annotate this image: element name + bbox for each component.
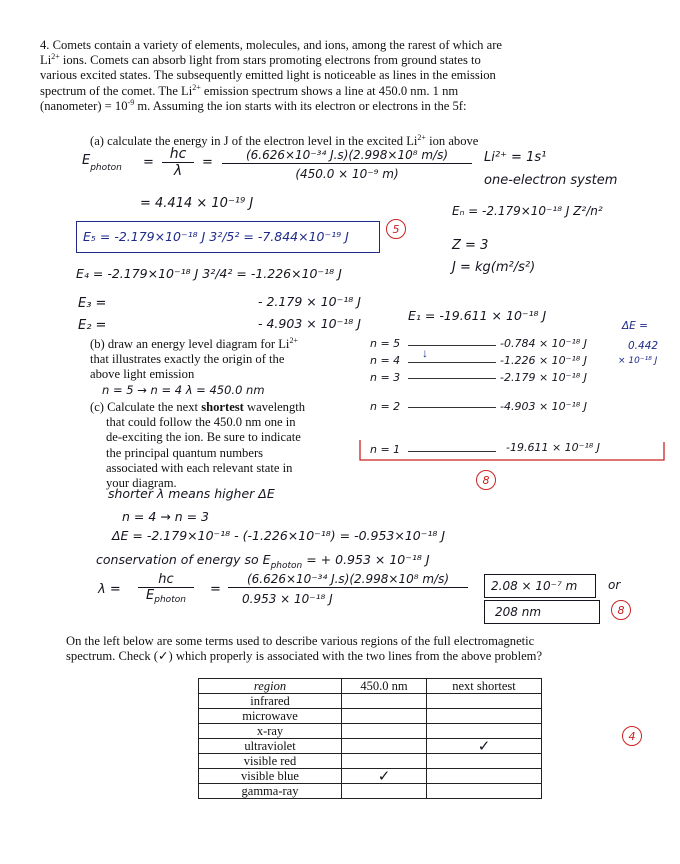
score-a-circle: 5: [386, 219, 406, 239]
score-c-circle: 8: [611, 600, 631, 620]
table-row: [199, 784, 542, 799]
part-c-prompt: [90, 400, 362, 491]
section2-prompt: [66, 634, 666, 664]
table-row: [199, 754, 542, 769]
table-row: [199, 724, 542, 739]
z-value: Z = 3: [452, 238, 489, 253]
level-n4-label: n = 4: [370, 354, 401, 367]
part-a-prompt: (a) calculate the energy in J of the electron level in the excited $Li^{2+}$ ion above: [90, 132, 479, 148]
equals-1: =: [143, 155, 154, 170]
check-next-cell[interactable]: [427, 694, 542, 709]
transition-4-3: n = 4 → n = 3: [122, 509, 210, 524]
hc-over-lambda: hc λ: [162, 146, 194, 179]
region-cell: ultraviolet: [199, 739, 342, 754]
joule-units: J = kg(m²/s²): [452, 260, 536, 275]
e3-value: - 2.179 × 10⁻¹⁸ J: [258, 294, 361, 309]
check-next-cell[interactable]: [427, 754, 542, 769]
lambda-eq: λ =: [98, 582, 121, 597]
part-c-line-2: that could follow the 450.0 nm one in: [106, 415, 296, 430]
header-region: region: [199, 679, 342, 694]
level-n2-energy: -4.903 × 10⁻¹⁸ J: [500, 400, 588, 413]
part-c-line-6: your diagram.: [106, 476, 177, 491]
delta-e-calc: ΔE = -2.179×10⁻¹⁸ - (-1.226×10⁻¹⁸) = -0.953×10⁻¹⁸ J: [112, 528, 446, 543]
part-c-line-1: (c) Calculate the next shortest wavelength: [90, 400, 306, 414]
spectrum-terms-table: [198, 678, 542, 799]
problem-line-4: spectrum of the comet. The $Li^{2+}$ emission spectrum shows a line at 450.0 nm. 1 nm: [40, 82, 459, 98]
check-450-cell[interactable]: [342, 784, 427, 799]
answer-box-nm: 208 nm: [484, 600, 600, 624]
check-next-cell[interactable]: ✓: [427, 739, 542, 754]
score-table-circle: 4: [622, 726, 642, 746]
li-ground-config: Li²⁺ = 1s¹: [484, 150, 547, 165]
score-b-circle: 8: [476, 470, 496, 490]
level-n5-label: n = 5: [370, 337, 401, 350]
photon-energy-result: = 4.414 × 10⁻¹⁹ J: [140, 196, 254, 211]
e2-value: - 4.903 × 10⁻¹⁸ J: [258, 316, 361, 331]
delta-e-unit: × 10⁻¹⁸ J: [618, 356, 658, 366]
table-header-row: [199, 679, 542, 694]
level-n2-line: [408, 407, 496, 408]
header-450nm: 450.0 nm: [342, 679, 427, 694]
e5-boxed-result: E₅ = -2.179×10⁻¹⁸ J 3²/5² = -7.844×10⁻¹⁹ J: [76, 221, 380, 253]
or-label: or: [608, 578, 621, 592]
region-cell: infrared: [199, 694, 342, 709]
transition-note: n = 5 → n = 4 λ = 450.0 nm: [102, 383, 265, 397]
part-b-line-3: above light emission: [90, 367, 195, 382]
table-row: [199, 769, 542, 784]
calc-fraction: (6.626×10⁻³⁴ J.s)(2.998×10⁸ m/s) (450.0 × 10⁻⁹ m): [222, 148, 472, 181]
region-cell: microwave: [199, 709, 342, 724]
region-cell: x-ray: [199, 724, 342, 739]
problem-statement: [40, 38, 660, 114]
transition-arrow-icon: ↓: [422, 346, 428, 360]
section2-line-2: spectrum. Check (✓) which properly is associated with the two lines from the above problem?: [66, 649, 543, 664]
problem-line-1: 4. Comets contain a variety of elements, molecules, and ions, among the rarest of which are: [40, 38, 502, 52]
e2-label: E₂ =: [78, 318, 107, 333]
delta-e-label: ΔE =: [622, 320, 648, 332]
part-b-line-1: (b) draw an energy level diagram for $Li^{2+}$: [90, 335, 298, 351]
table-row: [199, 694, 542, 709]
check-next-cell[interactable]: [427, 784, 542, 799]
level-n3-line: [408, 378, 496, 379]
part-b-prompt: [90, 337, 360, 383]
part-c-line-5: associated with each relevant state in: [106, 460, 293, 475]
answer-box-meters: 2.08 × 10⁻⁷ m: [484, 574, 596, 598]
level-n5-energy: -0.784 × 10⁻¹⁸ J: [500, 337, 588, 350]
part-b-line-2: that illustrates exactly the origin of the: [90, 352, 285, 367]
energy-formula: Eₙ = -2.179×10⁻¹⁸ J Z²/n²: [452, 204, 603, 218]
problem-line-3: various excited states. The subsequently emitted light is noticeable as lines in the emission: [40, 68, 496, 83]
e3-label: E₃ =: [78, 296, 107, 311]
check-450-cell[interactable]: [342, 694, 427, 709]
e4-line: E₄ = -2.179×10⁻¹⁸ J 3²/4² = -1.226×10⁻¹⁸ J: [76, 266, 342, 281]
level-n1-label: n = 1: [370, 443, 401, 456]
table-row: [199, 739, 542, 754]
one-electron-note: one-electron system: [484, 173, 618, 188]
check-next-cell[interactable]: [427, 769, 542, 784]
level-n4-energy: -1.226 × 10⁻¹⁸ J: [500, 354, 588, 367]
e1-line: E₁ = -19.611 × 10⁻¹⁸ J: [408, 308, 547, 323]
level-n3-label: n = 3: [370, 371, 401, 384]
wavelength-fraction: (6.626×10⁻³⁴ J.s)(2.998×10⁸ m/s) 0.953 × 10⁻¹⁸ J: [228, 572, 468, 606]
region-cell: visible blue: [199, 769, 342, 784]
hc-over-ephoton: hc $E_{photon}$: [138, 572, 194, 603]
level-n3-energy: -2.179 × 10⁻¹⁸ J: [500, 371, 588, 384]
check-450-cell[interactable]: ✓: [342, 769, 427, 784]
header-next-shortest: next shortest: [427, 679, 542, 694]
check-450-cell[interactable]: [342, 709, 427, 724]
part-c-line-4: the principal quantum numbers: [106, 445, 264, 460]
red-bracket: [356, 436, 672, 466]
level-n2-label: n = 2: [370, 400, 401, 413]
table-row: [199, 709, 542, 724]
level-n4-line: [408, 362, 496, 363]
problem-line-5: (nanometer) = $10^{-9}$ m. Assuming the ion starts with its electron or electrons in the 5f:: [40, 97, 467, 113]
e-photon-label: $E_{photon}$: [82, 153, 122, 173]
check-450-cell[interactable]: [342, 739, 427, 754]
check-450-cell[interactable]: [342, 724, 427, 739]
level-n1-energy: -19.611 × 10⁻¹⁸ J: [506, 441, 601, 454]
part-c-line-3: de-exciting the ion. Be sure to indicate: [106, 430, 301, 445]
region-cell: visible red: [199, 754, 342, 769]
conservation-note: conservation of energy so $E_{photon}$ = + 0.953 × 10⁻¹⁸ J: [96, 552, 430, 571]
equals-2: =: [202, 155, 213, 170]
problem-line-2: $Li^{2+}$ ions. Comets can absorb light from stars promoting electrons from ground states to: [40, 52, 481, 68]
section2-line-1: On the left below are some terms used to describe various regions of the full electromagnetic: [66, 634, 535, 648]
region-cell: gamma-ray: [199, 784, 342, 799]
shorter-lambda-note: shorter λ means higher ΔE: [108, 486, 275, 501]
equals-3: =: [210, 582, 221, 597]
check-next-cell[interactable]: [427, 709, 542, 724]
delta-e-value: 0.442: [628, 340, 659, 352]
